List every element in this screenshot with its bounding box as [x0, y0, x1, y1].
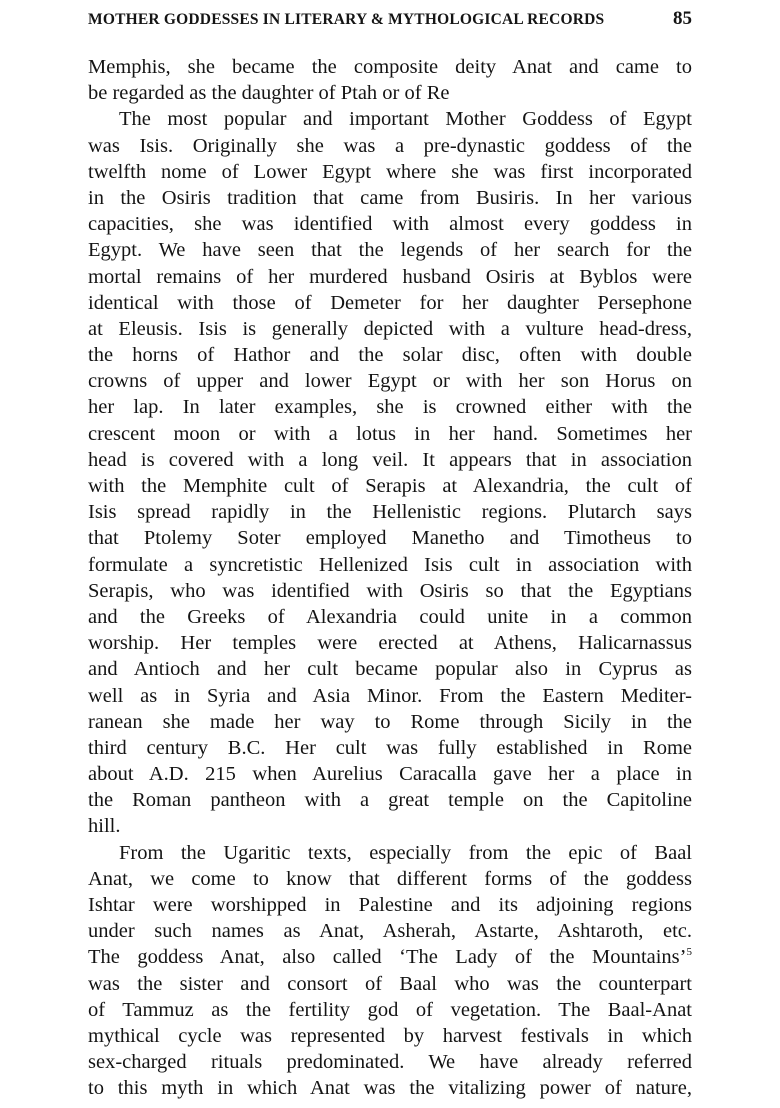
line-text: with the Memphite cult of Serapis at Alexandria, the cult of — [88, 475, 692, 497]
line-text: formulate a syncretistic Hellenized Isis cult in association with — [88, 553, 692, 576]
text-line — [88, 813, 692, 839]
line-text: that Ptolemy Soter employed Manetho and Timotheus to — [88, 527, 692, 550]
line-text: under such names as Anat, Asherah, Astarte, Ashtaroth, etc. — [88, 920, 692, 943]
text-line — [88, 394, 692, 420]
text-line — [88, 211, 692, 237]
running-title: MOTHER GODDESSES IN LITERARY & MYTHOLOGICAL RECORDS — [88, 11, 605, 28]
line-text: mythical cycle was represented by harvest festivals in which — [88, 1024, 692, 1047]
text-line — [88, 709, 692, 735]
text-line — [88, 761, 692, 787]
text-line — [88, 630, 692, 656]
text-line — [88, 290, 692, 316]
text-line — [88, 368, 692, 394]
line-text: head is covered with a long veil. It appears that in association — [88, 448, 692, 471]
text-line — [88, 54, 692, 80]
line-text: and Antioch and her cult became popular also in Cyprus as — [88, 658, 692, 681]
line-text: about A.D. 215 when Aurelius Caracalla gave her a place in — [88, 763, 692, 786]
line-text: the horns of Hathor and the solar disc, often with double — [88, 344, 692, 367]
line-text: worship. Her temples were erected at Athens, Halicarnassus — [88, 632, 692, 655]
text-line — [88, 866, 692, 892]
text-line — [88, 552, 692, 578]
line-text: the Roman pantheon with a great temple on the Capitoline — [88, 789, 692, 812]
text-line — [88, 735, 692, 761]
line-text: and the Greeks of Alexandria could unite in a common — [88, 605, 692, 628]
line-text: at Eleusis. Isis is generally depicted with a vulture head-dress, — [88, 317, 692, 340]
line-text: The goddess Anat, also called ‘The Lady of the Mountains’ — [88, 946, 687, 969]
line-text: sex-charged rituals predominated. We have already referred — [88, 1051, 692, 1074]
text-line — [88, 159, 692, 185]
line-text: Memphis, she became the composite deity Anat and came to — [88, 56, 692, 78]
line-text: Anat, we come to know that different forms of the goddess — [88, 867, 692, 890]
line-text: in the Osiris tradition that came from Busiris. In her various — [88, 186, 692, 209]
line-text: twelfth nome of Lower Egypt where she was first incorporated — [88, 160, 692, 183]
line-text: capacities, she was identified with almost every goddess in — [88, 213, 692, 236]
text-line — [88, 185, 692, 211]
text-line — [88, 971, 692, 997]
line-text: mortal remains of her murdered husband Osiris at Byblos were — [88, 265, 692, 288]
text-line — [88, 656, 692, 682]
text-line — [88, 578, 692, 604]
text-line — [88, 106, 692, 132]
body-text — [88, 54, 692, 1102]
text-line — [88, 1023, 692, 1049]
line-text: was the sister and consort of Baal who was the counterpart — [88, 972, 692, 995]
footnote-marker: 5 — [686, 946, 692, 959]
text-line — [88, 604, 692, 630]
text-line — [88, 133, 692, 159]
text-line — [88, 918, 692, 944]
text-line — [88, 447, 692, 473]
page-number: 85 — [673, 8, 692, 29]
line-text: The most popular and important Mother Goddess of Egypt — [119, 108, 692, 131]
line-text: hill. — [88, 815, 121, 838]
line-text: be regarded as the daughter of Ptah or of Re — [88, 82, 450, 105]
text-line — [88, 892, 692, 918]
text-line — [88, 840, 692, 866]
line-text: From the Ugaritic texts, especially from the epic of Baal — [119, 841, 692, 864]
text-line — [88, 525, 692, 551]
text-line — [88, 1049, 692, 1075]
line-text: of Tammuz as the fertility god of vegetation. The Baal-Anat — [88, 998, 692, 1021]
text-line — [88, 683, 692, 709]
text-line — [88, 237, 692, 263]
text-line — [88, 473, 692, 499]
text-line — [88, 316, 692, 342]
line-text: to this myth in which Anat was the vitalizing power of nature, — [88, 1077, 692, 1100]
text-line — [88, 499, 692, 525]
line-text: her lap. In later examples, she is crowned either with the — [88, 396, 692, 419]
text-line — [88, 264, 692, 290]
text-line — [88, 342, 692, 368]
line-text: Ishtar were worshipped in Palestine and its adjoining regions — [88, 894, 692, 916]
line-text: well as in Syria and Asia Minor. From the Eastern Mediter- — [88, 684, 692, 707]
line-text: Egypt. We have seen that the legends of her search for the — [88, 239, 692, 262]
text-line — [88, 421, 692, 447]
line-text: Serapis, who was identified with Osiris so that the Egyptians — [88, 579, 692, 602]
line-text: third century B.C. Her cult was fully established in Rome — [88, 736, 692, 759]
text-line — [88, 944, 692, 970]
line-text: Isis spread rapidly in the Hellenistic regions. Plutarch says — [88, 501, 692, 524]
line-text: was Isis. Originally she was a pre-dynastic goddess of the — [88, 134, 692, 157]
line-text: ranean she made her way to Rome through Sicily in the — [88, 710, 692, 733]
line-text: identical with those of Demeter for her daughter Persephone — [88, 291, 692, 314]
line-text: crowns of upper and lower Egypt or with her son Horus on — [88, 370, 692, 393]
text-line — [88, 997, 692, 1023]
text-line — [88, 787, 692, 813]
text-line — [88, 1075, 692, 1101]
text-line — [88, 80, 692, 106]
line-text: crescent moon or with a lotus in her hand. Sometimes her — [88, 422, 692, 445]
running-header — [88, 8, 692, 32]
